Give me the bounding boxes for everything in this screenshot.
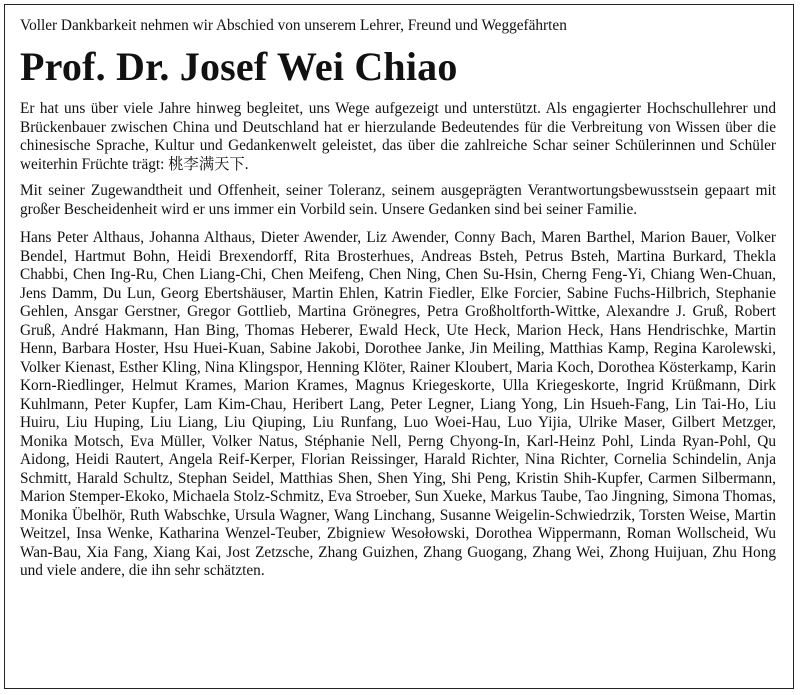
tribute-paragraph-1: Er hat uns über viele Jahre hinweg begleitet, uns Wege aufgezeigt und unterstützt. Als engagierter Hochschullehrer und Brückenbauer zwischen China und Deutschland hat er hierzulande Bedeutendes für die Verbreitung von Wissen über die chinesische Sprache, Kultur und Gedankenwelt geleistet, das über die zahlreiche Schar seiner Schülerinnen und Schüler weiterhin Früchte trägt: 桃李满天下.	[20, 100, 776, 173]
mourners-list: Hans Peter Althaus, Johanna Althaus, Dieter Awender, Liz Awender, Conny Bach, Maren Barthel, Marion Bauer, Volker Bendel, Hartmut Bohn, Heidi Brexendorff, Rita Brosterhues, Andreas Bsteh, Petrus Bsteh, Martina Burkard, Thekla Chabbi, Chen Ing-Ru, Chen Liang-Chi, Chen Meifeng, Chen Ning, Chen Su-Hsin, Cherng Feng-Yi, Chiang Wen-Chuan, Jens Damm, Du Lun, Georg Ebertshäuser, Martin Ehlen, Katrin Fiedler, Elke Forcier, Sabine Fuchs-Hilbrich, Stephanie Gehlen, Ansgar Gerstner, Gregor Gottlieb, Martina Grönegres, Petra Großholtforth-Wittke, Alexandre J. Gruß, Robert Gruß, André Hakmann, Han Bing, Thomas Heberer, Ewald Heck, Ute Heck, Marion Heck, Hans Hendrischke, Martin Henn, Barbara Hoster, Hsu Huei-Kuan, Sabine Jakobi, Dorothee Janke, Jin Meiling, Matthias Kamp, Regina Karolewski, Volker Kienast, Esther Kling, Nina Klingspor, Henning Klöter, Rainer Kloubert, Maria Koch, Dorothea Kösterkamp, Karin Korn-Riedlinger, Helmut Krames, Marion Krames, Magnus Kriegeskorte, Ulla Kriegeskorte, Ingrid Krüßmann, Dirk Kuhlmann, Peter Kupfer, Lam Kim-Chau, Heribert Lang, Peter Legner, Liang Yong, Lin Hsueh-Fang, Lin Tai-Ho, Liu Huiru, Liu Huping, Liu Liang, Liu Qiuping, Liu Runfang, Luo Woei-Hau, Luo Yijia, Ulrike Maser, Gilbert Metzger, Monika Motsch, Eva Müller, Volker Natus, Stéphanie Nell, Perng Chyong-In, Karl-Heinz Pohl, Linda Ryan-Pohl, Qu Aidong, Heidi Rautert, Angela Reif-Kerper, Florian Reissinger, Harald Richter, Nina Richter, Cornelia Schindelin, Anja Schmitt, Harald Schultz, Stephan Seidel, Matthias Shen, Shen Ying, Shi Peng, Kristin Shih-Kupfer, Carmen Silbermann, Marion Stemper-Ekoko, Michaela Stolz-Schmitz, Eva Stroeber, Sun Xueke, Markus Taube, Tao Jingning, Simona Thomas, Monika Übelhör, Ruth Wabschke, Ursula Wagner, Wang Linchang, Susanne Weigelin-Schwiedrzik, Torsten Weise, Martin Weitzel, Insa Wenke, Katharina Wenzel-Teuber, Zbigniew Wesołowski, Dorothea Wippermann, Roman Wollscheid, Wu Wan-Bau, Xia Fang, Xiang Kai, Jost Zetzsche, Zhang Guizhen, Zhang Guogang, Zhang Wei, Zhong Huijuan, Zhu Hong und viele andere, die ihn sehr schätzten.	[20, 229, 776, 579]
obituary-notice	[20, 16, 776, 581]
tribute-paragraph-2: Mit seiner Zugewandtheit und Offenheit, seiner Toleranz, seinem ausgeprägten Verantwortungsbewusstsein gepaart mit großer Bescheidenheit wird er uns immer ein Vorbild sein. Unsere Gedanken sind bei seiner Familie.	[20, 182, 776, 218]
deceased-name: Prof. Dr. Josef Wei Chiao	[20, 44, 458, 89]
intro-line: Voller Dankbarkeit nehmen wir Abschied von unserem Lehrer, Freund und Weggefährten	[20, 17, 567, 34]
